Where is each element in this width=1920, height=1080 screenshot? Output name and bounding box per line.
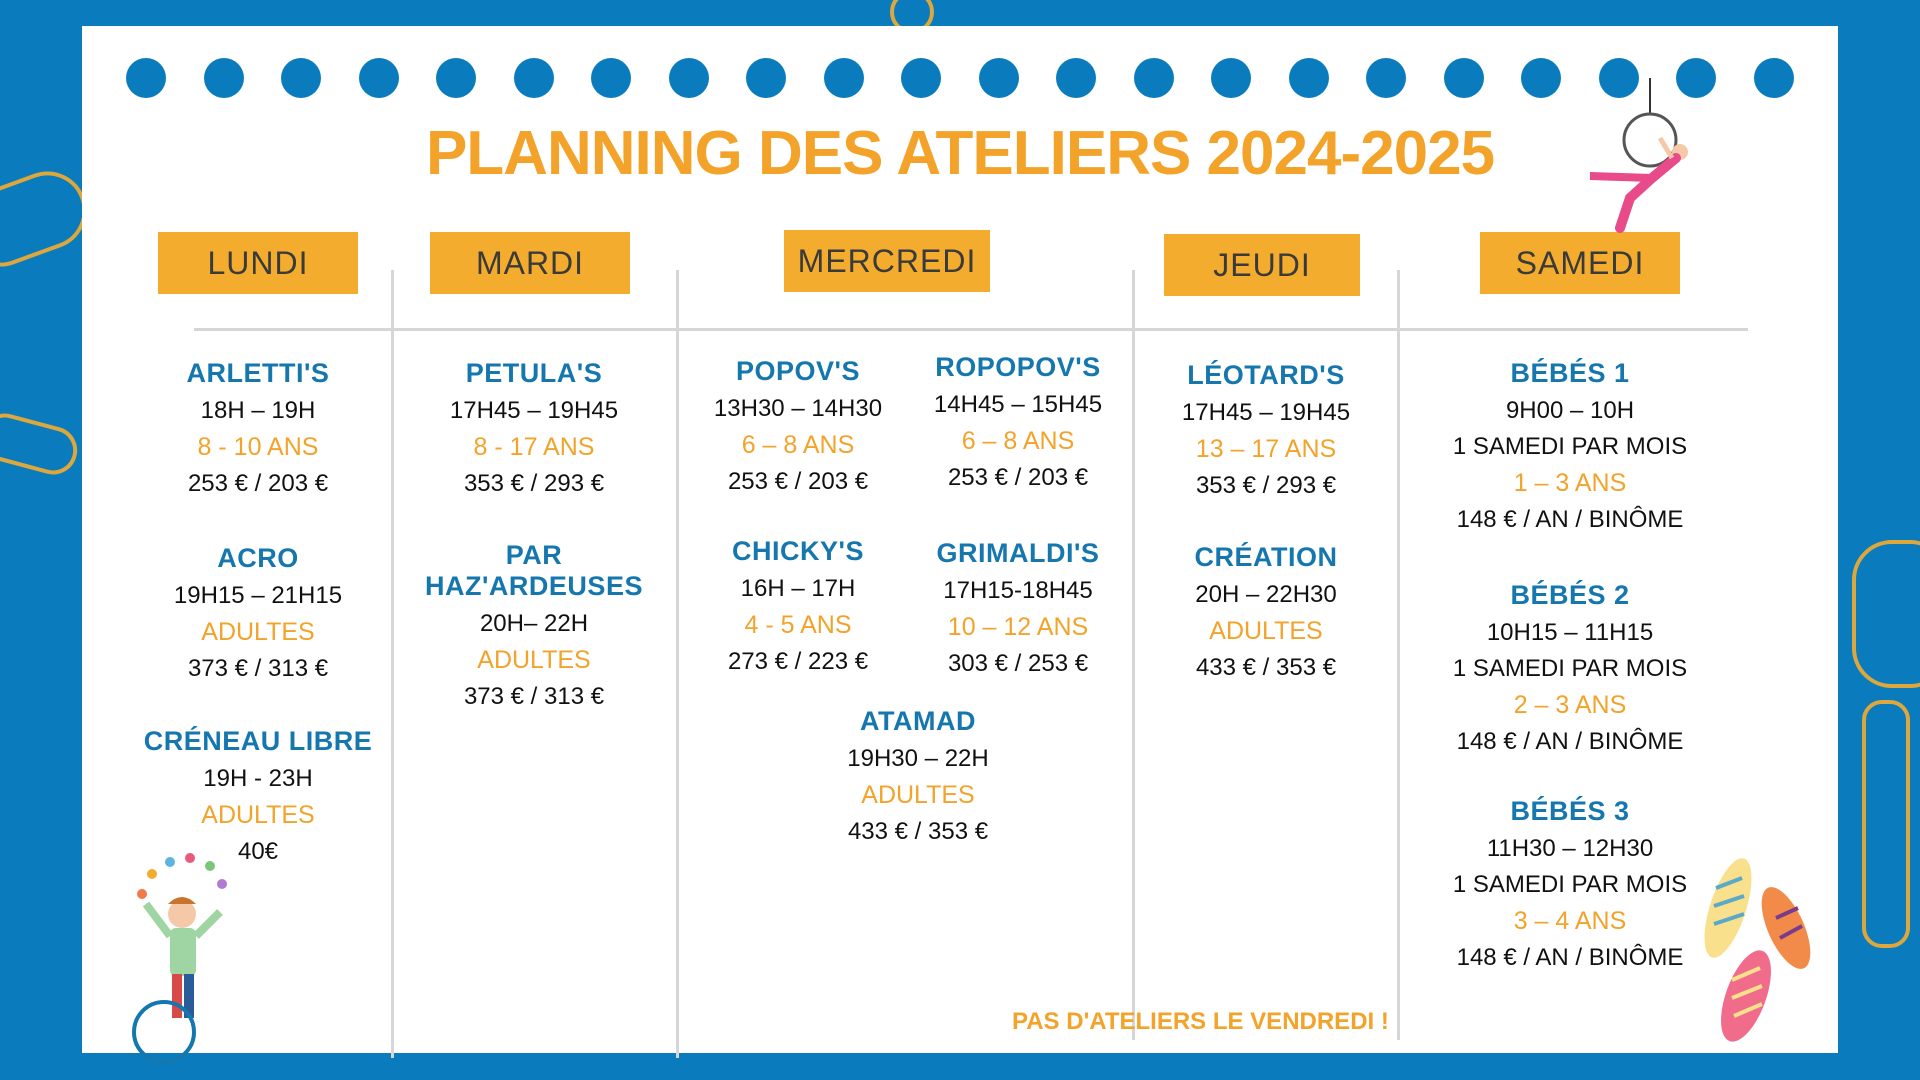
day-tab-mardi: MARDI (430, 232, 630, 294)
binder-hole (669, 58, 709, 98)
atelier-name: ACRO (217, 543, 299, 573)
binder-hole (979, 58, 1019, 98)
atelier-name: BÉBÉS 1 (1510, 358, 1630, 388)
atelier-time: 9H00 – 10H (1505, 397, 1635, 424)
atelier-mercredi-popovs (688, 356, 908, 496)
atelier-frequency: 1 SAMEDI PAR MOIS (1452, 655, 1688, 682)
footnote: PAS D'ATELIERS LE VENDREDI ! (1012, 1008, 1389, 1035)
atelier-name: BÉBÉS 2 (1510, 580, 1630, 610)
atelier-mardi-petulas (402, 358, 666, 498)
binder-hole (1521, 58, 1561, 98)
binder-hole (359, 58, 399, 98)
atelier-price: 353 € / 293 € (1195, 472, 1337, 499)
page-title: PLANNING DES ATELIERS 2024-2025 (425, 119, 1495, 188)
atelier-frequency: 1 SAMEDI PAR MOIS (1452, 433, 1688, 460)
juggler-unicycle-illustration (102, 844, 282, 1064)
atelier-time: 17H15-18H45 (943, 577, 1093, 604)
atelier-time: 10H15 – 11H15 (1486, 619, 1654, 646)
column-divider (1397, 270, 1400, 1040)
atelier-age: 2 – 3 ANS (1513, 691, 1627, 719)
atelier-price: 303 € / 253 € (947, 650, 1089, 677)
atelier-mercredi-chickys (688, 536, 908, 676)
atelier-samedi-bebes-1 (1420, 358, 1720, 534)
column-divider (676, 270, 679, 1058)
atelier-time: 19H30 – 22H (847, 745, 989, 772)
atelier-time: 19H - 23H (203, 765, 313, 792)
day-tab-mercredi: MERCREDI (784, 230, 990, 292)
binder-hole (1134, 58, 1174, 98)
binder-hole (436, 58, 476, 98)
juggling-pins-illustration (1702, 848, 1820, 1046)
column-divider (1132, 270, 1135, 1040)
atelier-price: 253 € / 203 € (727, 468, 869, 495)
atelier-name: ROPOPOV'S (935, 352, 1101, 382)
binder-hole (591, 58, 631, 98)
atelier-price: 148 € / AN / BINÔME (1456, 506, 1684, 533)
atelier-time: 14H45 – 15H45 (933, 391, 1103, 418)
atelier-price: 40€ (237, 838, 279, 865)
atelier-name: ARLETTI'S (186, 358, 330, 388)
atelier-mardi-par-hazardeuses (402, 540, 666, 711)
day-tab-samedi: SAMEDI (1480, 232, 1680, 294)
atelier-age: 13 – 17 ANS (1195, 435, 1337, 463)
atelier-mercredi-ropopovs (908, 352, 1128, 492)
atelier-age: 8 - 17 ANS (473, 433, 595, 461)
binder-hole (1754, 58, 1794, 98)
atelier-age: 6 – 8 ANS (741, 431, 855, 459)
atelier-name: PAR HAZ'ARDEUSES (425, 540, 643, 601)
atelier-age: 8 - 10 ANS (197, 433, 319, 461)
atelier-price: 148 € / AN / BINÔME (1456, 944, 1684, 971)
atelier-jeudi-creation (1146, 542, 1386, 682)
atelier-price: 433 € / 353 € (1195, 654, 1337, 681)
atelier-time: 20H– 22H (479, 610, 589, 637)
background-doodle (1852, 540, 1920, 688)
aerial-hoop-acrobat-illustration (1590, 78, 1710, 248)
atelier-time: 17H45 – 19H45 (449, 397, 619, 424)
atelier-name: ATAMAD (860, 706, 976, 736)
atelier-samedi-bebes-2 (1420, 580, 1720, 756)
atelier-age: ADULTES (1209, 617, 1323, 645)
atelier-time: 16H – 17H (740, 575, 856, 602)
day-tab-jeudi: JEUDI (1164, 234, 1360, 296)
column-divider (391, 270, 394, 1058)
atelier-frequency: 1 SAMEDI PAR MOIS (1452, 871, 1688, 898)
background-doodle (1862, 700, 1910, 948)
binder-hole (1211, 58, 1251, 98)
atelier-name: GRIMALDI'S (936, 538, 1100, 568)
atelier-price: 373 € / 313 € (463, 683, 605, 710)
atelier-age: 6 – 8 ANS (961, 427, 1075, 455)
atelier-jeudi-leotards (1146, 360, 1386, 500)
binder-holes (82, 58, 1838, 98)
day-tab-lundi: LUNDI (158, 232, 358, 294)
atelier-age: 10 – 12 ANS (947, 613, 1089, 641)
binder-hole (514, 58, 554, 98)
atelier-age: ADULTES (201, 801, 315, 829)
binder-hole (126, 58, 166, 98)
atelier-name: CRÉATION (1194, 542, 1338, 572)
atelier-price: 253 € / 203 € (187, 470, 329, 497)
atelier-name: POPOV'S (736, 356, 860, 386)
atelier-time: 13H30 – 14H30 (713, 395, 883, 422)
atelier-time: 17H45 – 19H45 (1181, 399, 1351, 426)
atelier-price: 373 € / 313 € (187, 655, 329, 682)
atelier-time: 19H15 – 21H15 (173, 582, 343, 609)
header-divider (194, 328, 1748, 331)
atelier-price: 433 € / 353 € (847, 818, 989, 845)
atelier-samedi-bebes-3 (1420, 796, 1720, 972)
atelier-age: ADULTES (861, 781, 975, 809)
atelier-name: BÉBÉS 3 (1510, 796, 1630, 826)
binder-hole (1366, 58, 1406, 98)
atelier-time: 11H30 – 12H30 (1486, 835, 1654, 862)
atelier-price: 253 € / 203 € (947, 464, 1089, 491)
binder-hole (1444, 58, 1484, 98)
binder-hole (204, 58, 244, 98)
atelier-price: 148 € / AN / BINÔME (1456, 728, 1684, 755)
atelier-age: 4 - 5 ANS (744, 611, 852, 639)
atelier-name: CHICKY'S (732, 536, 864, 566)
binder-hole (281, 58, 321, 98)
atelier-name: CRÉNEAU LIBRE (143, 726, 373, 756)
atelier-price: 273 € / 223 € (727, 648, 869, 675)
atelier-time: 18H – 19H (200, 397, 316, 424)
atelier-age: ADULTES (201, 618, 315, 646)
atelier-name: PETULA'S (465, 358, 603, 388)
atelier-age: ADULTES (477, 646, 591, 674)
planning-sheet (82, 26, 1838, 1053)
atelier-mercredi-atamad (798, 706, 1038, 846)
binder-hole (901, 58, 941, 98)
atelier-name: LÉOTARD'S (1187, 360, 1345, 390)
binder-hole (824, 58, 864, 98)
atelier-time: 20H – 22H30 (1195, 581, 1337, 608)
atelier-age: 3 – 4 ANS (1513, 907, 1627, 935)
atelier-age: 1 – 3 ANS (1513, 469, 1627, 497)
binder-hole (746, 58, 786, 98)
binder-hole (1056, 58, 1096, 98)
atelier-price: 353 € / 293 € (463, 470, 605, 497)
atelier-mercredi-grimaldis (908, 538, 1128, 678)
background-doodle (0, 408, 83, 480)
binder-hole (1289, 58, 1329, 98)
atelier-lundi-acro (138, 543, 378, 683)
atelier-lundi-arlettis (138, 358, 378, 498)
